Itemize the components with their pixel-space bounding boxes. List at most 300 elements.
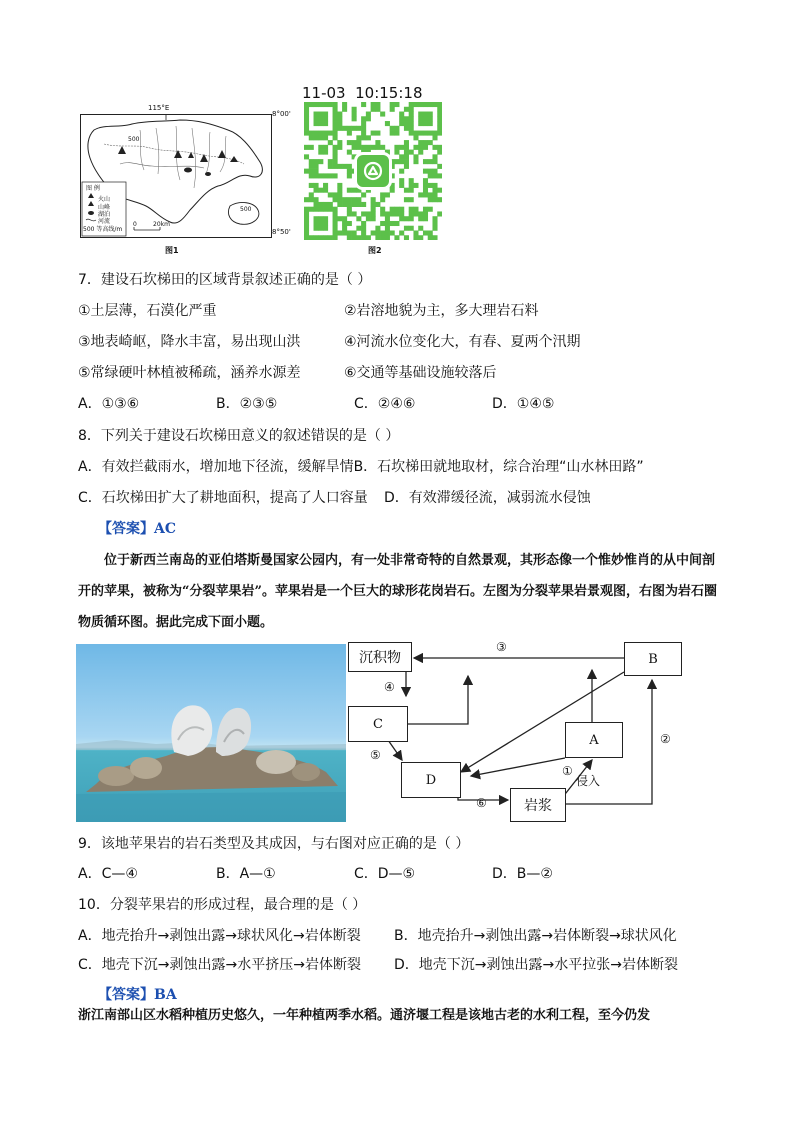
qr-module [380,197,385,202]
qr-module [333,126,338,131]
qr-module [304,207,309,212]
qr-module [318,216,323,221]
qr-module [352,188,357,193]
qr-module [413,183,418,188]
qr-module [399,183,404,188]
qr-module [318,235,323,240]
qr-module [356,216,361,221]
qr-module [423,159,428,164]
qr-module [347,126,352,131]
qr-module [314,221,319,226]
qr-module [323,112,328,117]
qr-module [318,121,323,126]
qr-module [432,135,437,140]
qr-module [399,216,404,221]
qr-module [318,173,323,178]
qr-module [380,230,385,235]
qr-module [409,226,414,231]
question-7-stem: 7．建设石坎梯田的区域背景叙述正确的是（ ） [78,272,372,288]
qr-module [337,164,342,169]
latitude-bottom-label: 8°50' [272,228,291,236]
qr-module [394,207,399,212]
qr-module [318,221,323,226]
qr-module [314,226,319,231]
qr-module [337,188,342,193]
qr-module [418,145,423,150]
qr-module [394,221,399,226]
qr-module [375,140,380,145]
qr-module [314,102,319,107]
question-7-choice-a[interactable]: A．①③⑥ [78,396,140,412]
legend-item: 河流 [98,218,111,225]
rock-cycle-diagram [346,636,706,824]
qr-module [409,150,414,155]
qr-module [328,202,333,207]
qr-module [314,112,319,117]
qr-module [385,221,390,226]
qr-module [437,211,442,216]
qr-module [390,102,395,107]
qr-module [413,145,418,150]
qr-module [418,150,423,155]
qr-module [318,131,323,136]
qr-module [304,107,309,112]
qr-module [399,154,404,159]
qr-module [323,145,328,150]
qr-module [375,107,380,112]
qr-module [380,221,385,226]
qr-module [314,197,319,202]
qr-module [437,107,442,112]
qr-module [380,207,385,212]
qr-module [309,169,314,174]
qr-module [314,131,319,136]
arrow-label-intrusion: 侵入 [576,774,601,788]
qr-module [409,178,414,183]
qr-module [314,188,319,193]
qr-module [432,216,437,221]
node-c: C [348,706,408,742]
qr-module [361,102,366,107]
qr-module [428,207,433,212]
qr-module [347,202,352,207]
qr-module [347,230,352,235]
qr-module [356,226,361,231]
qr-module [399,159,404,164]
node-magma: 岩浆 [510,788,566,822]
qr-module [423,216,428,221]
qr-module [423,131,428,136]
question-7-choice-d[interactable]: D．①④⑤ [492,396,555,412]
qr-module [333,145,338,150]
qr-module [356,135,361,140]
qr-module [404,150,409,155]
qr-module [323,226,328,231]
qr-module [333,230,338,235]
question-8-choice-c[interactable]: C．石坎梯田扩大了耕地面积，提高了人口容量 [78,490,368,506]
qr-module [394,211,399,216]
qr-module [333,221,338,226]
qr-module [409,211,414,216]
qr-module [390,230,395,235]
question-9-choice-d[interactable]: D．B—② [492,866,553,882]
qr-module [342,197,347,202]
qr-module [413,159,418,164]
qr-module [356,145,361,150]
qr-code[interactable] [304,102,442,240]
question-10-choice-b[interactable]: B．地壳抬升→剥蚀出露→岩体断裂→球状风化 [394,928,677,944]
qr-module [380,192,385,197]
qr-module [361,221,366,226]
qr-module [428,235,433,240]
qr-module [371,207,376,212]
qr-module [399,211,404,216]
qr-module [418,131,423,136]
qr-module [323,131,328,136]
qr-module [404,121,409,126]
qr-module [423,207,428,212]
qr-module [333,173,338,178]
qr-module [404,116,409,121]
qr-module [428,131,433,136]
qr-module [423,116,428,121]
question-7-choice-c[interactable]: C．②④⑥ [354,396,416,412]
node-d: D [401,762,461,798]
qr-module [333,135,338,140]
qr-module [333,192,338,197]
qr-module [375,102,380,107]
qr-module [304,154,309,159]
qr-module [314,173,319,178]
qr-module [309,159,314,164]
scale-zero: 0 [133,221,137,228]
question-10-stem: 10．分裂苹果岩的形成过程，最合理的是（ ） [78,897,367,913]
qr-module [428,183,433,188]
qr-module [337,230,342,235]
legend-item: 500 等高线/m [83,226,123,233]
qr-module [371,197,376,202]
qr-module [352,230,357,235]
qr-module [404,164,409,169]
qr-module [428,159,433,164]
qr-module [314,183,319,188]
qr-module [437,188,442,193]
qr-module [304,216,309,221]
question-7-statement: ⑥交通等基础设施较落后 [344,365,497,381]
qr-module [404,159,409,164]
qr-module [404,235,409,240]
qr-module [375,230,380,235]
qr-module [423,183,428,188]
qr-module [352,211,357,216]
qr-module [323,116,328,121]
qr-module [337,126,342,131]
qr-module [333,211,338,216]
qr-module [385,211,390,216]
arrow-label-3: ③ [496,640,507,654]
qr-module [390,188,395,193]
qr-module [432,159,437,164]
qr-module [333,150,338,155]
qr-module [366,145,371,150]
qr-module [323,150,328,155]
qr-module [304,230,309,235]
question-7-statement: ①土层薄，石漠化严重 [78,303,217,319]
qr-module [361,116,366,121]
question-9-choice-c[interactable]: C．D—⑤ [354,866,416,882]
qr-timestamp: 11-03 10:15:18 [302,84,423,102]
qr-module [437,112,442,117]
qr-module [409,112,414,117]
qr-module [437,131,442,136]
qr-module [437,173,442,178]
qr-module [394,159,399,164]
qr-module [333,216,338,221]
latitude-top-label: 8°00' [272,110,291,118]
qr-module [404,107,409,112]
arrow-label-6: ⑥ [476,796,487,810]
qr-module [432,226,437,231]
question-7-statement: ⑤常绿硬叶林植被稀疏，涵养水源差 [78,365,301,381]
qr-module [375,202,380,207]
qr-module [399,169,404,174]
qr-module [304,169,309,174]
qr-module [342,230,347,235]
qr-module [323,121,328,126]
qr-module [432,192,437,197]
qr-module [361,202,366,207]
qr-module [309,131,314,136]
arrow-label-1: ① [562,764,573,778]
question-8-stem: 8．下列关于建设石坎梯田意义的叙述错误的是（ ） [78,428,400,444]
qr-module [437,164,442,169]
qr-module [347,131,352,136]
qr-module [366,112,371,117]
qr-module [432,131,437,136]
qr-module [342,164,347,169]
qr-module [399,207,404,212]
qr-module [337,197,342,202]
qr-module [371,216,376,221]
qr-module [366,135,371,140]
qr-module [356,140,361,145]
qr-module [423,102,428,107]
qr-module [352,197,357,202]
qr-module [413,131,418,136]
qr-module [404,226,409,231]
qr-module [409,197,414,202]
qr-module [366,235,371,240]
qr-module [304,112,309,117]
qr-module [432,188,437,193]
qr-module [352,145,357,150]
qr-module [333,235,338,240]
arrow-label-5: ⑤ [370,748,381,762]
qr-module [361,211,366,216]
qr-module [361,131,366,136]
qr-module [399,112,404,117]
qr-module [413,207,418,212]
qr-module [333,107,338,112]
qr-module [423,169,428,174]
qr-module [304,102,309,107]
qr-module [399,178,404,183]
qr-module [428,192,433,197]
qr-module [314,169,319,174]
qr-module [304,197,309,202]
qr-module [347,207,352,212]
reading-passage-2: 浙江南部山区水稻种植历史悠久，一年种植两季水稻。通济堰工程是该地古老的水利工程，至今仍发 [78,1008,651,1023]
qr-module [385,226,390,231]
node-sediment: 沉积物 [348,642,412,672]
qr-module [309,135,314,140]
question-9-stem: 9．该地苹果岩的岩石类型及其成因，与右图对应正确的是（ ） [78,836,470,852]
qr-module [385,121,390,126]
legend-item: 湖泊 [98,211,111,218]
qr-module [352,112,357,117]
qr-module [380,112,385,117]
qr-module [309,235,314,240]
question-8-choice-d[interactable]: D．有效滞缓径流，减弱流水侵蚀 [384,490,591,506]
qr-module [347,221,352,226]
qr-module [361,145,366,150]
qr-module [423,112,428,117]
qr-module [309,183,314,188]
legend-title: 图 例 [86,185,100,192]
node-b: B [624,642,682,676]
qr-module [361,126,366,131]
qr-module [380,235,385,240]
qr-module [309,102,314,107]
legend-item: 山峰 [98,204,111,211]
qr-module [418,211,423,216]
qr-module [437,126,442,131]
qr-module [371,102,376,107]
qr-module [304,116,309,121]
qr-module [399,230,404,235]
legend-item: 火山 [98,196,111,203]
qr-module [328,192,333,197]
question-10-choice-d[interactable]: D．地壳下沉→剥蚀出露→水平拉张→岩体断裂 [394,957,678,973]
qr-module [314,202,319,207]
question-9-choice-a[interactable]: A．C—④ [78,866,138,882]
qr-module [404,145,409,150]
qr-module [409,183,414,188]
qr-module [318,188,323,193]
qr-module [385,216,390,221]
app-logo-icon [354,152,392,190]
qr-module [413,211,418,216]
question-8-options-line[interactable]: A．有效拦截雨水，增加地下径流，缓解旱情B．石坎梯田就地取材，综合治理“山水林田路” [78,459,644,475]
qr-module [333,131,338,136]
figure-2-caption: 图2 [368,246,382,255]
qr-module [371,107,376,112]
qr-module [337,121,342,126]
qr-module [352,116,357,121]
qr-module [318,202,323,207]
qr-module [371,202,376,207]
qr-module [409,207,414,212]
qr-module [432,169,437,174]
qr-module [418,112,423,117]
qr-module [304,121,309,126]
qr-module [323,188,328,193]
qr-module [347,140,352,145]
question-9-choice-b[interactable]: B．A—① [216,866,276,882]
qr-module [371,131,376,136]
qr-module [418,140,423,145]
qr-module [352,235,357,240]
qr-module [342,126,347,131]
qr-module [394,150,399,155]
question-10-choice-c[interactable]: C．地壳下沉→剥蚀出露→水平挤压→岩体断裂 [78,957,361,973]
qr-module [352,202,357,207]
qr-module [390,211,395,216]
qr-module [418,226,423,231]
qr-module [413,102,418,107]
qr-module [437,145,442,150]
qr-module [323,207,328,212]
qr-module [394,126,399,131]
qr-module [361,121,366,126]
qr-module [323,216,328,221]
qr-module [323,235,328,240]
qr-module [337,192,342,197]
qr-module [347,188,352,193]
qr-module [394,131,399,136]
qr-module [333,102,338,107]
qr-module [404,154,409,159]
qr-module [413,230,418,235]
qr-module [390,131,395,136]
qr-module [394,235,399,240]
qr-module [409,216,414,221]
qr-module [394,102,399,107]
qr-module [333,226,338,231]
qr-module [399,116,404,121]
qr-module [413,154,418,159]
qr-module [352,140,357,145]
qr-module [423,188,428,193]
qr-module [337,145,342,150]
qr-module [337,140,342,145]
qr-module [375,131,380,136]
qr-module [318,226,323,231]
qr-module [342,102,347,107]
question-7-choice-b[interactable]: B．②③⑤ [216,396,278,412]
qr-module [347,197,352,202]
qr-module [342,216,347,221]
qr-module [347,211,352,216]
qr-module [428,121,433,126]
qr-module [390,126,395,131]
qr-module [342,202,347,207]
longitude-label: 115°E [148,104,170,112]
qr-module [347,164,352,169]
qr-module [375,235,380,240]
qr-module [432,235,437,240]
contour-label: 500 [240,206,252,213]
qr-module [380,211,385,216]
qr-module [385,235,390,240]
qr-module [361,192,366,197]
qr-module [432,154,437,159]
qr-module [314,159,319,164]
qr-module [323,102,328,107]
qr-module [333,159,338,164]
qr-module [428,197,433,202]
question-10-choice-a[interactable]: A．地壳抬升→剥蚀出露→球状风化→岩体断裂 [78,928,361,944]
